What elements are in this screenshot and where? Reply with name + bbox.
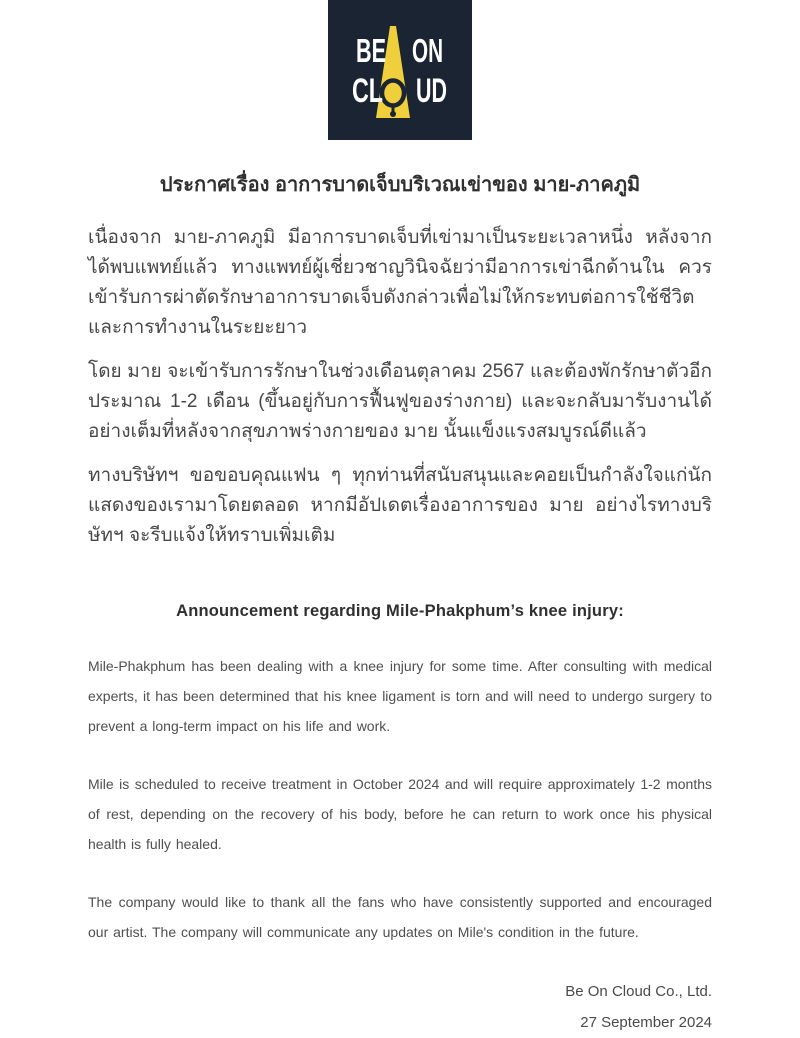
logo-text-ud: UD	[416, 72, 447, 110]
signature-block	[88, 976, 712, 1038]
be-on-cloud-logo-graphic	[328, 0, 472, 140]
english-paragraph-1: Mile-Phakphum has been dealing with a knee injury for some time. After consulting with medical experts, it has been determined that his knee ligament is torn and will need to undergo surgery to prevent a long-term impact on his life and work.	[88, 658, 712, 734]
thai-announcement-title: ประกาศเรื่อง อาการบาดเจ็บบริเวณเข่าของ มาย-ภาคภูมิ	[159, 174, 641, 196]
logo-text-be: BE	[356, 32, 386, 69]
english-paragraph-3: The company would like to thank all the fans who have consistently supported and encouraged our artist. The company will communicate any updates on Mile's condition in the future.	[88, 894, 712, 940]
lamp-base-icon	[390, 111, 396, 117]
signature-date: 27 September 2024	[580, 1014, 712, 1031]
english-announcement-heading: Announcement regarding Mile-Phakphum’s knee injury:	[176, 602, 624, 620]
english-paragraph-2: Mile is scheduled to receive treatment in October 2024 and will require approximately 1-2 months of rest, depending on the recovery of his body, before he can return to work once his physical health is fully healed.	[88, 776, 712, 852]
thai-paragraph-1: เนื่องจาก มาย-ภาคภูมิ มีอาการบาดเจ็บที่เข่ามาเป็นระยะเวลาหนึ่ง หลังจากได้พบแพทย์แล้ว ทางแพทย์ผู้เชี่ยวชาญวินิจฉัยว่ามีอาการเข่าฉีกด้านใน ควรเข้ารับการผ่าตัดรักษาอาการบาดเจ็บดังกล่าวเพื่อไม่ให้กระทบต่อการใช้ชีวิตและการทำงานในระยะยาว	[88, 227, 712, 338]
announcement-document	[88, 0, 712, 1038]
thai-paragraph-2: โดย มาย จะเข้ารับการรักษาในช่วงเดือนตุลาคม 2567 และต้องพักรักษาตัวอีกประมาณ 1-2 เดือน (ขึ้นอยู่กับการฟื้นฟูของร่างกาย) และจะกลับมารับงานได้อย่างเต็มที่หลังจากสุขภาพร่างกายของ มาย นั้นแข็งแรงสมบูรณ์ดีแล้ว	[88, 361, 712, 442]
thai-paragraph-3: ทางบริษัทฯ ขอขอบคุณแฟน ๆ ทุกท่านที่สนับสนุนและคอยเป็นกำลังใจแก่นักแสดงของเรามาโดยตลอด หากมีอัปเดตเรื่องอาการของ มาย อย่างไรทางบริษัทฯ จะรีบแจ้งให้ทราบเพิ่มเติม	[88, 465, 712, 546]
signature-company: Be On Cloud Co., Ltd.	[565, 983, 712, 1000]
logo-text-cl: CL	[352, 72, 383, 110]
be-on-cloud-logo	[328, 0, 472, 140]
logo-text-on: ON	[412, 32, 443, 69]
